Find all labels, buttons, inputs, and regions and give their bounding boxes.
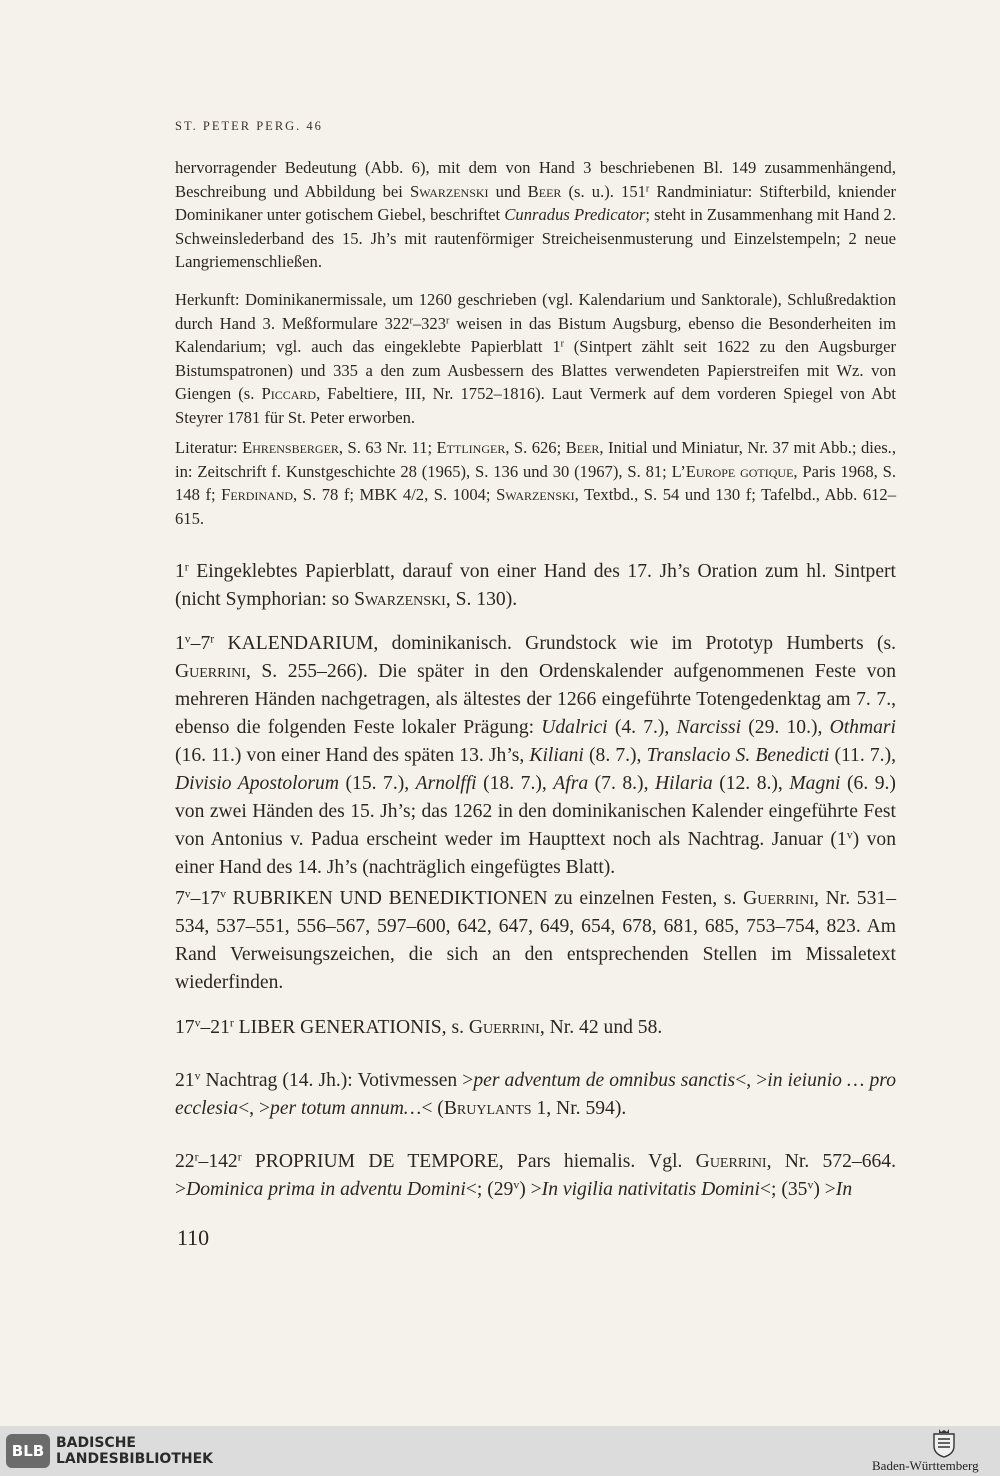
text-run: , S. 255–266). Die später in den Ordenskalender aufgenommenen Feste von mehreren Händen nachgetragen, als ältestes der 1266 eingeführte Totengedenktag am 7. 7., ebenso die folgenden Feste lokaler Prägung: xyxy=(175,661,896,738)
library-name-line1: BADISCHE xyxy=(56,1435,136,1451)
footer-bar xyxy=(0,1426,1000,1476)
text-run: Randminiatur: Stifterbild, kniender Dominikaner unter gotischem Giebel, beschriftet xyxy=(175,181,896,224)
text-run: <, > xyxy=(238,1098,271,1119)
text-run: 1, Nr. 594). xyxy=(531,1098,627,1119)
text-run: –323 xyxy=(412,313,447,333)
text-run: 22 xyxy=(175,1151,195,1172)
author-name: Ehrensberger xyxy=(242,438,339,457)
author-name: Swarzenski xyxy=(409,181,489,201)
latin-title: in ieiunio … pro ecclesia xyxy=(175,1070,896,1119)
text-run: RUBRIKEN UND BENEDIKTIONEN zu einzelnen Festen, s. xyxy=(225,888,744,909)
provenance-paragraph xyxy=(175,288,896,429)
text-run: , S. 130). xyxy=(445,589,518,610)
text-run: ) > xyxy=(813,1179,836,1200)
text-run: Eingeklebtes Papierblatt, darauf von einer Hand des 17. Jh’s Oration zum hl. Sintpert (nicht Symphorian: so xyxy=(175,561,896,610)
text-run: Nachtrag (14. Jh.): Votivmessen > xyxy=(200,1070,474,1091)
text-run: , Paris 1968, S. 148 f; xyxy=(175,461,896,504)
library-name-line2: LANDESBIBLIOTHEK xyxy=(56,1451,214,1467)
text-run: <; (29 xyxy=(465,1179,514,1200)
text-run: –21 xyxy=(200,1017,230,1038)
folio-side-mark: v xyxy=(846,828,853,842)
folio-side-mark: r xyxy=(229,1016,234,1030)
folio-side-mark: r xyxy=(237,1150,242,1164)
text-run: 21 xyxy=(175,1070,195,1091)
folio-side-mark: r xyxy=(194,1150,199,1164)
author-name: Beer xyxy=(565,438,600,457)
latin-title: Othmari xyxy=(829,717,896,738)
author-name: Beer xyxy=(527,181,562,201)
author-name: Ettlinger xyxy=(436,438,506,457)
text-run: (12. 8.), xyxy=(712,773,790,794)
text-run: (6. 9.) von zwei Händen des 15. Jh’s; das 1262 in den dominikanischen Kalender eingeführte Fest von Antonius v. Padua erscheint weder im Haupttext noch als Nachtrag. Januar (1 xyxy=(175,773,896,850)
latin-title: Afra xyxy=(553,773,589,794)
latin-title: In vigilia nativitatis Domini xyxy=(541,1179,760,1200)
blb-logo[interactable]: BLB xyxy=(6,1434,50,1468)
text-run: 17 xyxy=(175,1017,195,1038)
author-name: Ferdinand xyxy=(221,485,294,504)
text-run: (s. u.). 151 xyxy=(561,181,646,201)
latin-title: Udalrici xyxy=(541,717,608,738)
latin-title: Dominica prima in adventu Domini xyxy=(186,1179,466,1200)
text-run: KALENDARIUM, dominikanisch. Grundstock wie im Prototyp Humberts (s. xyxy=(214,633,896,654)
latin-title: Cunradus Predicator xyxy=(504,205,646,224)
text-run: –142 xyxy=(198,1151,238,1172)
author-name: Guerrini xyxy=(743,888,815,909)
page-number: 110 xyxy=(177,1225,210,1250)
text-run: <; (35 xyxy=(759,1179,808,1200)
author-name: Bruylants xyxy=(443,1098,532,1119)
folio-side-mark: v xyxy=(513,1178,520,1192)
text-run: LIBER GENERATIONIS, s. xyxy=(233,1017,469,1038)
coat-of-arms-icon xyxy=(930,1428,958,1458)
latin-title: Kiliani xyxy=(529,745,584,766)
region-label: Baden-Württemberg xyxy=(872,1458,979,1473)
text-run: hervorragender Bedeutung (Abb. 6), mit dem von Hand 3 beschriebenen Bl. 149 zusammenhängend, Beschreibung und Abbildung bei xyxy=(175,158,896,201)
latin-title: per adventum de omnibus sanctis xyxy=(473,1070,736,1091)
folio-side-mark: r xyxy=(184,560,189,574)
folio-side-mark: v xyxy=(194,1016,201,1030)
text-run: , Initial und Miniatur, Nr. 37 mit Abb.; dies., in: Zeitschrift f. Kunstgeschichte 28 (1965), S. 136 und 30 (1967), S. 81; xyxy=(175,438,896,481)
text-run: (15. 7.), xyxy=(339,773,416,794)
entry-kalendarium xyxy=(175,630,896,882)
text-run: Literatur: xyxy=(175,438,243,457)
description-paragraph xyxy=(175,156,896,274)
text-run: (16. 11.) von einer Hand des späten 13. Jh’s, xyxy=(175,745,530,766)
text-run: ) > xyxy=(519,1179,542,1200)
latin-title: In xyxy=(835,1179,853,1200)
text-run: , Fabeltiere, III, Nr. 1752–1816). Laut Vermerk auf dem vorderen Spiegel von Abt Steyrer 1781 für St. Peter erworben. xyxy=(175,384,896,427)
latin-title: Arnolffi xyxy=(415,773,477,794)
text-run: < ( xyxy=(421,1098,444,1119)
author-name: Swarzenski xyxy=(496,485,575,504)
text-run: (4. 7.), xyxy=(607,717,677,738)
library-name xyxy=(56,1435,213,1467)
latin-title: per totum annum… xyxy=(270,1098,422,1119)
text-run: , Nr. 42 und 58. xyxy=(539,1017,663,1038)
folio-side-mark: r xyxy=(446,315,450,327)
text-run: , Nr. 572–664. > xyxy=(175,1151,896,1200)
entry-proprium-de-tempore xyxy=(175,1148,896,1204)
literature-paragraph xyxy=(175,436,896,530)
text-run: (18. 7.), xyxy=(476,773,554,794)
text-run: –17 xyxy=(190,888,221,909)
author-name: L’Europe gotique xyxy=(671,461,794,481)
text-run: –7 xyxy=(190,633,211,654)
text-run: weisen in das Bistum Augsburg, ebenso die Besonderheiten im Kalendarium; vgl. auch das eingeklebte Papierblatt 1 xyxy=(175,313,896,356)
text-run: (7. 8.), xyxy=(588,773,655,794)
folio-side-mark: r xyxy=(210,632,215,646)
author-name: Guerrini xyxy=(468,1017,540,1038)
latin-title: Narcissi xyxy=(676,717,742,738)
latin-title: Magni xyxy=(789,773,841,794)
folio-side-mark: v xyxy=(184,632,191,646)
folio-side-mark: v xyxy=(184,887,191,901)
folio-side-mark: r xyxy=(560,338,564,350)
author-name: Guerrini xyxy=(695,1151,767,1172)
folio-side-mark: r xyxy=(409,315,413,327)
text-run: ; steht in Zusammenhang mit Hand 2. Schweinslederband des 15. Jh’s mit rautenförmiger Streicheisenmusterung und Einzelstempeln; 2 neue Langriemenschließen. xyxy=(175,205,896,271)
entry-liber-generationis xyxy=(175,1014,896,1042)
author-name: Guerrini xyxy=(175,661,246,682)
latin-title: Divisio Apostolorum xyxy=(175,773,339,794)
entry-rubriken xyxy=(175,885,896,997)
entry-nachtrag xyxy=(175,1067,896,1123)
text-run: (8. 7.), xyxy=(583,745,647,766)
latin-title: Translacio S. Benedicti xyxy=(646,745,830,766)
folio-side-mark: v xyxy=(807,1178,814,1192)
text-run: und xyxy=(488,181,528,201)
folio-side-mark: r xyxy=(645,183,650,195)
text-run: (29. 10.), xyxy=(741,717,830,738)
author-name: Piccard xyxy=(261,384,317,403)
running-head: ST. PETER PERG. 46 xyxy=(175,119,323,133)
text-run: 1 xyxy=(175,561,185,582)
author-name: Swarzenski xyxy=(354,589,446,610)
text-run: ) von einer Hand des 14. Jh’s (nachträglich eingefügtes Blatt). xyxy=(175,829,896,878)
text-run: , S. 63 Nr. 11; xyxy=(338,438,437,457)
text-run: (11. 7.), xyxy=(829,745,896,766)
entry-papierblatt xyxy=(175,558,896,614)
text-run: (Sintpert zählt seit 1622 zu den Augsburger Bistumspatronen) und 335 a den zum Ausbessern des Blattes verwendeten Papierstreifen mit Wz. von Giengen (s. xyxy=(175,337,896,403)
text-run: 7 xyxy=(175,888,185,909)
folio-side-mark: v xyxy=(220,887,226,901)
folio-side-mark: v xyxy=(194,1069,201,1083)
latin-title: Hilaria xyxy=(654,773,713,794)
text-run: Herkunft: Dominikanermissale, um 1260 geschrieben (vgl. Kalendarium und Sanktorale), Schlußredaktion durch Hand 3. Meßformulare 322 xyxy=(175,290,896,333)
text-run: , Textbd., S. 54 und 130 f; Tafelbd., Abb. 612–615. xyxy=(175,485,897,528)
text-run: , S. 78 f; MBK 4/2, S. 1004; xyxy=(293,485,497,504)
text-run: , Nr. 531–534, 537–551, 556–567, 597–600, 642, 647, 649, 654, 678, 681, 685, 753–754, 823. Am Rand Verweisungszeichen, die sich an den entsprechenden Stellen im Missaletext wiederfinden. xyxy=(175,888,896,993)
text-run: 1 xyxy=(175,633,185,654)
text-run: PROPRIUM DE TEMPORE, Pars hiemalis. Vgl. xyxy=(241,1151,696,1172)
text-run: , S. 626; xyxy=(505,438,566,457)
text-run: <, > xyxy=(735,1070,768,1091)
